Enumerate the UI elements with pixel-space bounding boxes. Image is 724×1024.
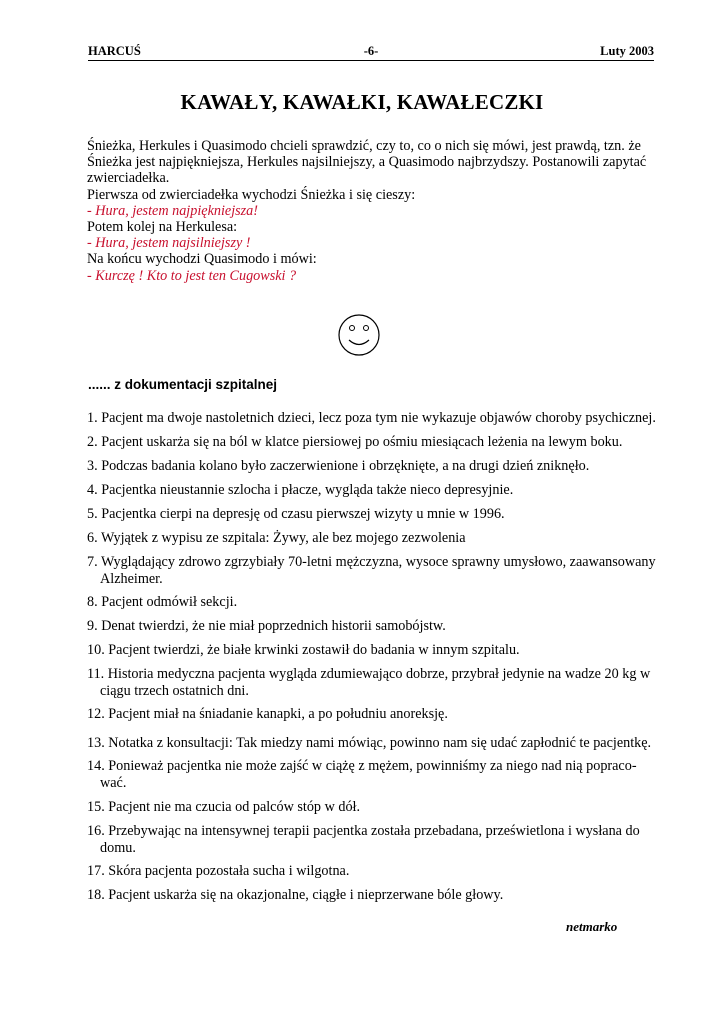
item-number: 12. [87,706,105,722]
item-text: Historia medyczna pacjenta wygląda zdumiewająco dobrze, przybrał jedynie na wadze 20 kg w [107,666,651,682]
item-text: Notatka z konsultacji: Tak miedzy nami mówiąc, powinno nam się udać zapłodnić te pacjentkę. [108,735,652,751]
list-item [87,799,679,816]
item-continuation: ciągu trzech ostatnich dni. [100,682,249,699]
list-item [87,434,679,451]
item-number: 15. [87,799,105,815]
list-item [87,410,679,427]
list-item [87,887,679,904]
item-number: 5. [87,506,98,522]
item-text: Ponieważ pacjentka nie może zajść w ciążę z mężem, powinniśmy za niego nad nią popraco- [108,758,637,774]
list-item [87,618,679,635]
item-text: Wyjątek z wypisu ze szpitala: Żywy, ale bez mojego zezwolenia [100,530,466,546]
item-text: Pacjentka cierpi na depresję od czasu pierwszej wizyty u mnie w 1996. [101,506,505,522]
header-magazine-name: HARCUŚ [88,44,141,58]
list-item [87,506,679,523]
page-header [88,44,654,61]
item-text: Pacjent odmówił sekcji. [101,594,238,610]
item-number: 18. [87,887,105,903]
item-text: Wyglądający zdrowo zgrzybiały 70-letni mężczyzna, wysoce sprawny umysłowo, zaawansowany [100,554,656,570]
item-number: 10. [87,642,105,658]
story-dialogue-line: - Hura, jestem najpiękniejsza! [87,202,259,219]
item-number: 1. [87,410,98,426]
list-item [87,482,679,499]
story-line: Potem kolej na Herkulesa: [87,219,238,236]
item-text: Pacjent miał na śniadanie kanapki, a po południu anoreksję. [108,706,448,722]
story-line: Pierwsza od zwierciadełka wychodzi Śnieżka i się cieszy: [87,186,416,203]
item-number: 11. [87,666,105,682]
page-title: KAWAŁY, KAWAŁKI, KAWAŁECZKI [180,90,544,114]
header-page-number: -6- [363,44,379,58]
item-number: 14. [87,758,105,774]
item-text: Pacjent uskarża się na ból w klatce piersiowej po ośmiu miesiącach leżenia na lewym boku. [101,434,623,450]
list-item [87,735,679,752]
item-number: 16. [87,823,105,839]
list-item [87,823,679,856]
item-number: 2. [87,434,98,450]
story-line: Śnieżka jest najpiękniejsza, Herkules najsilniejszy, a Quasimodo najbrzydszy. Postanowili zapytać [87,154,647,171]
list-item [87,666,679,699]
list-item [87,594,679,611]
story-dialogue-line: - Hura, jestem najsilniejszy ! [87,235,251,252]
item-text: Pacjent nie ma czucia od palców stóp w dół. [108,799,361,815]
item-text: Pacjent ma dwoje nastoletnich dzieci, lecz poza tym nie wykazuje objawów choroby psychicznej. [101,410,656,426]
author-signature: netmarko [566,919,618,934]
joke-story [87,138,667,284]
item-number: 3. [87,458,98,474]
list-item [87,863,679,880]
item-text: Przebywając na intensywnej terapii pacjentka została przebadana, prześwietlona i wysłana do [108,823,640,839]
item-number: 6. [87,530,98,546]
item-continuation: domu. [100,839,136,856]
item-continuation: wać. [100,774,127,791]
header-date: Luty 2003 [600,44,654,58]
item-text: Denat twierdzi, że nie miał poprzednich historii samobójstw. [101,618,446,634]
list-item [87,458,679,475]
item-text: Skóra pacjenta pozostała sucha i wilgotna. [108,863,350,879]
section-title: ...... z dokumentacji szpitalnej [88,377,278,392]
story-line: Na końcu wychodzi Quasimodo i mówi: [87,251,317,268]
list-item [87,642,679,659]
item-text: Pacjentka nieustannie szlocha i płacze, wygląda także nieco depresyjnie. [101,482,514,498]
story-line: zwierciadełka. [87,170,170,187]
item-continuation: Alzheimer. [100,570,163,587]
item-text: Podczas badania kolano było zaczerwienione i obrzęknięte, a na drugi dzień zniknęło. [101,458,590,474]
item-number: 4. [87,482,98,498]
item-text: Pacjent twierdzi, że białe krwinki zostawił do badania w innym szpitalu. [108,642,520,658]
list-item [87,530,679,547]
item-number: 8. [87,594,98,610]
list-item [87,706,679,723]
smiley-face-icon [337,313,381,357]
story-line: Śnieżka, Herkules i Quasimodo chcieli sprawdzić, czy to, co o nich się mówi, jest prawdą, tzn. że [87,138,641,154]
list-item [87,554,679,587]
item-number: 7. [87,554,98,570]
item-number: 13. [87,735,105,751]
item-number: 9. [87,618,98,634]
item-number: 17. [87,863,105,879]
item-text: Pacjent uskarża się na okazjonalne, ciągłe i nieprzerwane bóle głowy. [108,887,504,903]
list-item [87,758,679,791]
story-dialogue-line: - Kurczę ! Kto to jest ten Cugowski ? [87,267,297,284]
